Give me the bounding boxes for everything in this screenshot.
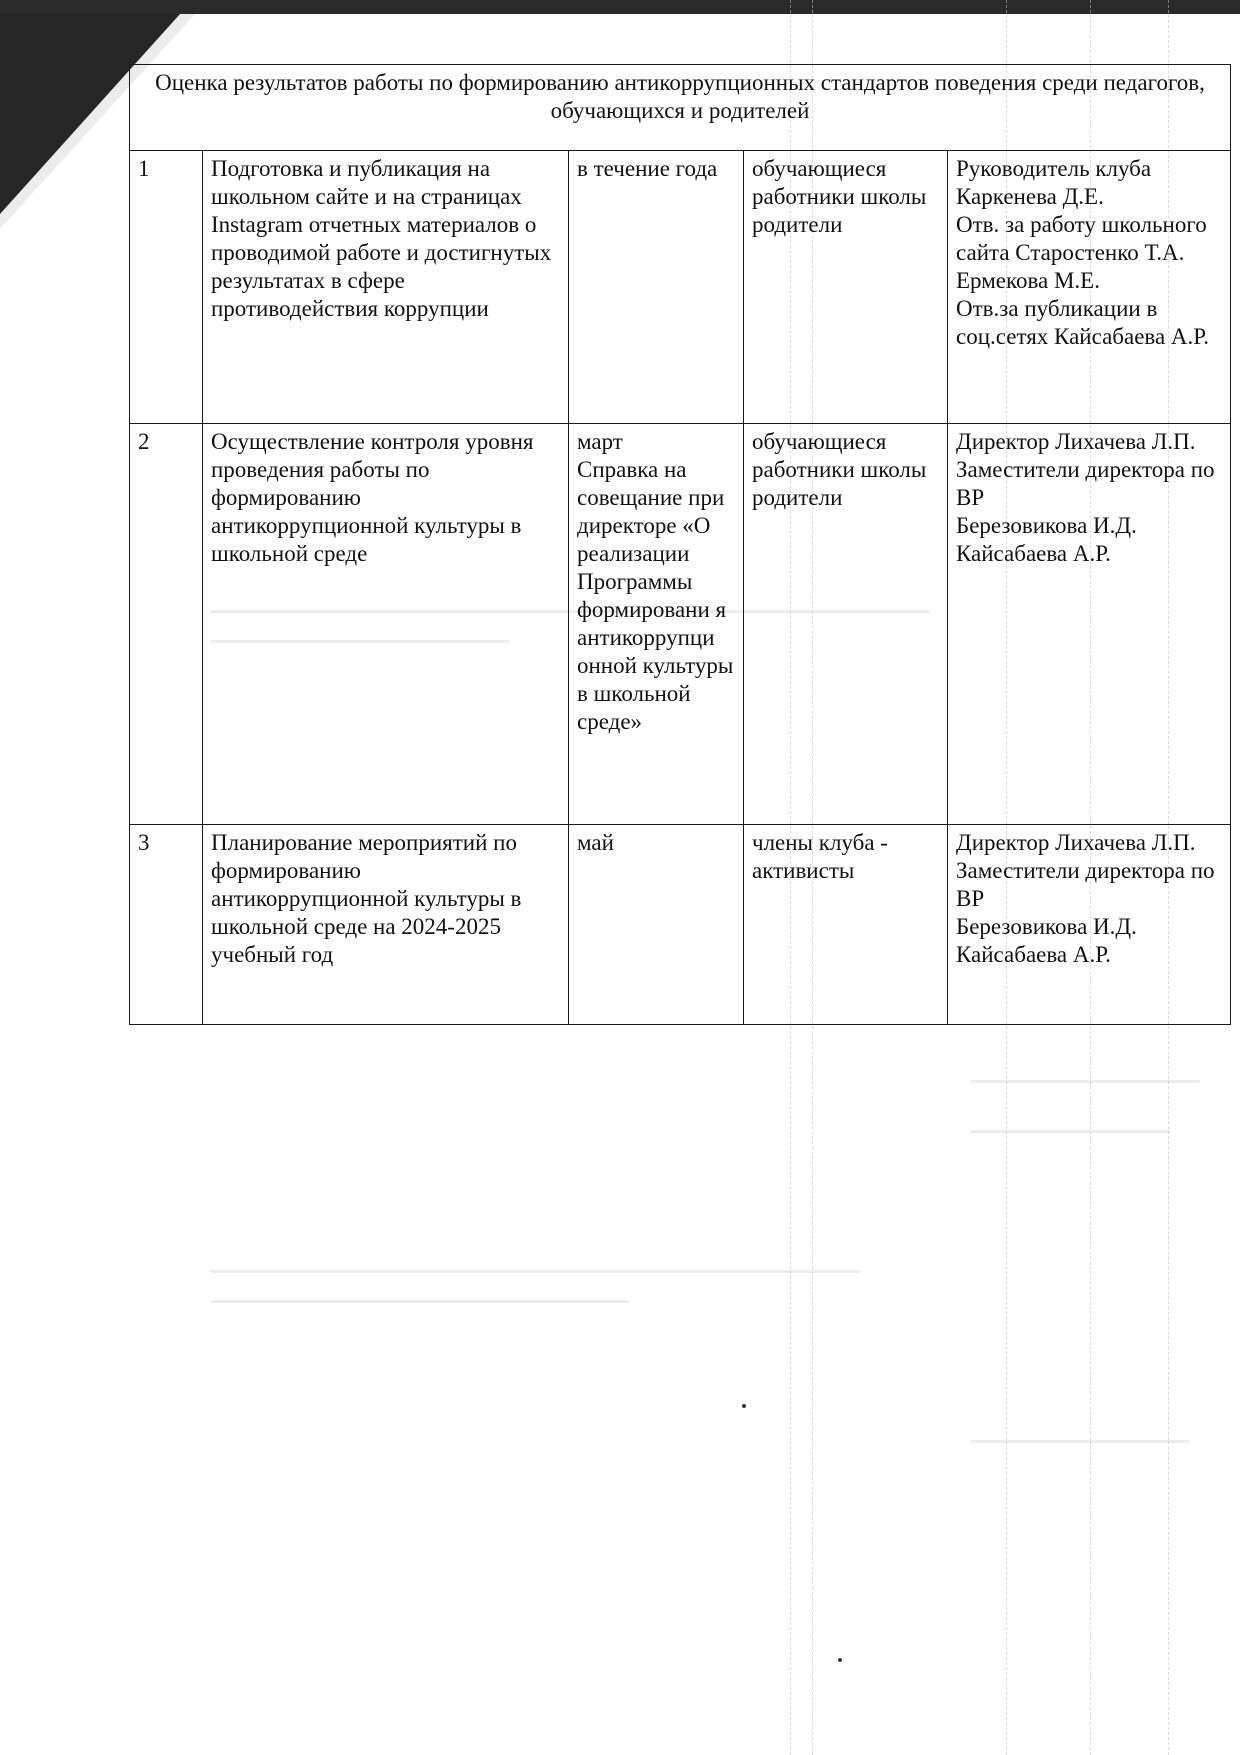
row-number: 2 — [130, 424, 203, 825]
date-cell: май — [569, 825, 744, 1025]
scan-speck — [838, 1658, 842, 1662]
bleed-through-line — [970, 1440, 1190, 1443]
scan-top-edge — [0, 0, 1240, 14]
participants-cell: обучающиеся работники школы родители — [744, 151, 948, 424]
bleed-through-line — [210, 1270, 860, 1273]
participants-cell: обучающиеся работники школы родители — [744, 424, 948, 825]
bleed-through-line — [970, 1080, 1200, 1083]
row-number: 1 — [130, 151, 203, 424]
activity-cell: Осуществление контроля уровня проведения работы по формированию антикоррупционной культуры в школьной среде — [203, 424, 569, 825]
participants-cell: члены клуба - активисты — [744, 825, 948, 1025]
bleed-through-line — [210, 1300, 630, 1303]
table-row — [130, 151, 1231, 424]
scan-speck — [742, 1404, 746, 1408]
responsible-cell: Руководитель клуба Каркенева Д.Е. Отв. за работу школьного сайта Старостенко Т.А. Ермекова М.Е. Отв.за публикации в соц.сетях Кайсабаева А.Р. — [948, 151, 1231, 424]
row-number: 3 — [130, 825, 203, 1025]
responsible-cell: Директор Лихачева Л.П. Заместители директора по ВР Березовикова И.Д. Кайсабаева А.Р. — [948, 424, 1231, 825]
date-cell: март Справка на совещание при директоре «О реализации Программы формировани я антикоррупци онной культуры в школьной среде» — [569, 424, 744, 825]
table-title-row — [130, 65, 1231, 151]
table-row — [130, 825, 1231, 1025]
table-row — [130, 424, 1231, 825]
activity-cell: Подготовка и публикация на школьном сайте и на страницах Instagram отчетных материалов о проводимой работе и достигнутых результатах в сфере противодействия коррупции — [203, 151, 569, 424]
activity-cell: Планирование мероприятий по формированию антикоррупционной культуры в школьной среде на 2024-2025 учебный год — [203, 825, 569, 1025]
table-title: Оценка результатов работы по формированию антикоррупционных стандартов поведения среди педагогов, обучающихся и родителей — [130, 65, 1231, 151]
responsible-cell: Директор Лихачева Л.П. Заместители директора по ВР Березовикова И.Д. Кайсабаева А.Р. — [948, 825, 1231, 1025]
bleed-through-line — [970, 1130, 1170, 1133]
date-cell: в течение года — [569, 151, 744, 424]
plan-table — [129, 64, 1231, 1025]
